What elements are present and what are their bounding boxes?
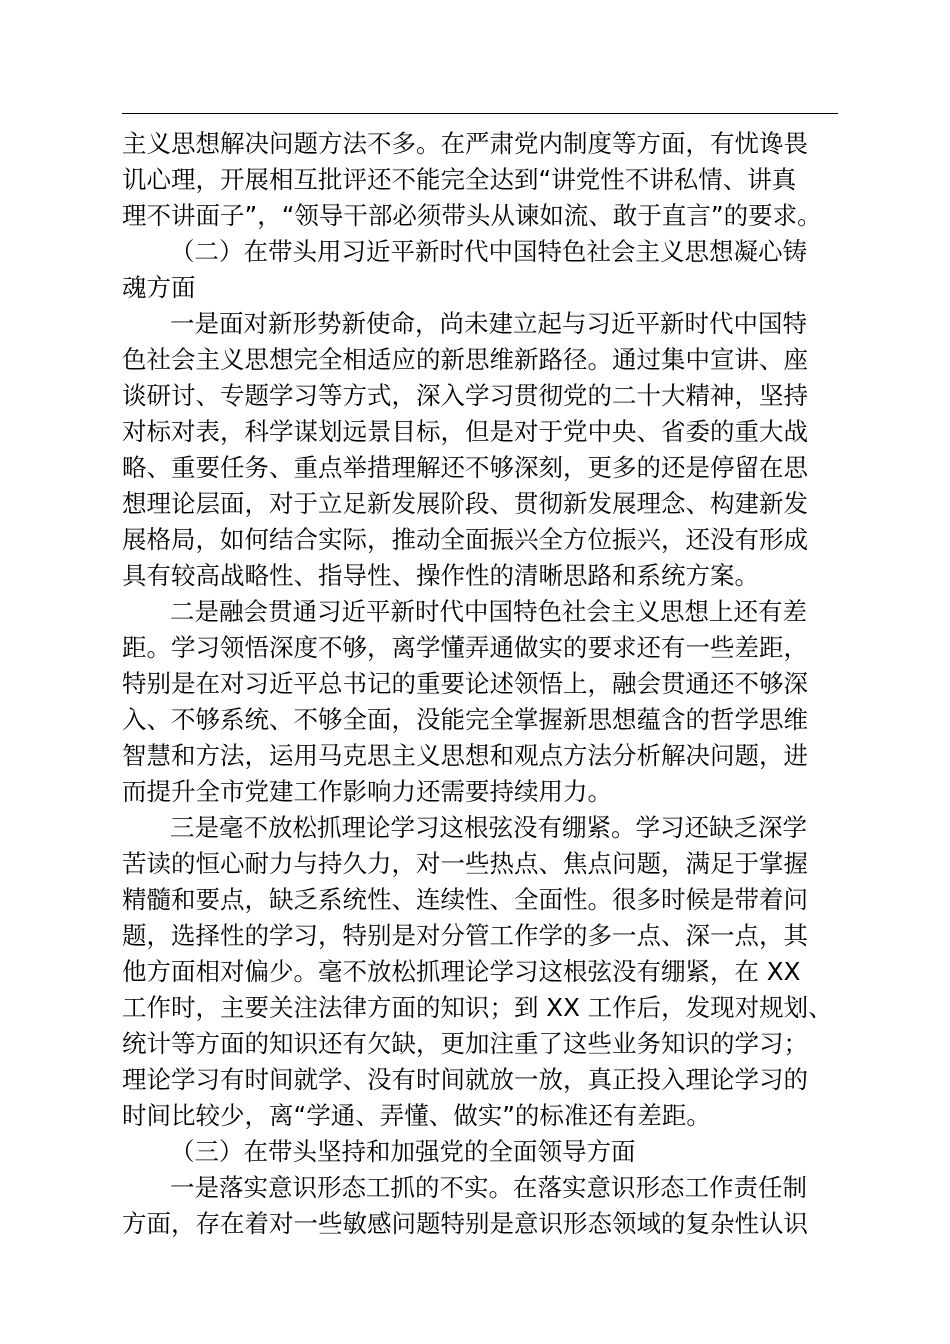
text-line: 二是融会贯通习近平新时代中国特色社会主义思想上还有差 (170, 597, 807, 626)
text-line: 一是面对新形势新使命，尚未建立起与习近平新时代中国特 (170, 309, 807, 338)
text-line: 方面，存在着对一些敏感问题特别是意识形态领域的复杂性认识 (122, 1209, 808, 1238)
section-heading-3 (122, 1134, 838, 1170)
text-line: 对标对表，科学谋划远景目标，但是对于党中央、省委的重大战 (122, 417, 808, 446)
paragraph-point-4 (122, 1170, 838, 1242)
paragraph-point-3 (122, 810, 838, 1134)
paragraph-continuation (122, 126, 838, 234)
text-line: 苦读的恒心耐力与持久力，对一些热点、焦点问题，满足于掌握 (122, 849, 808, 878)
text-line: 想理论层面，对于立足新发展阶段、贯彻新发展理念、构建新发 (122, 489, 808, 518)
text-line: 略、重要任务、重点举措理解还不够深刻，更多的还是停留在思 (122, 453, 808, 482)
header-rule (122, 113, 838, 114)
text-line: 统计等方面的知识还有欠缺，更加注重了这些业务知识的学习； (122, 1029, 808, 1058)
paragraph-point-1 (122, 306, 838, 594)
text-line: 理不讲面子”，“领导干部必须带头从谏如流、敢于直言”的要求。 (122, 201, 822, 230)
text-line: 三是毫不放松抓理论学习这根弦没有绷紧。学习还缺乏深学 (170, 813, 807, 842)
text-line: 一是落实意识形态工抓的不实。在落实意识形态工作责任制 (170, 1173, 807, 1202)
heading-line: （二）在带头用习近平新时代中国特色社会主义思想凝心铸 (170, 237, 807, 266)
text-line: 智慧和方法，运用马克思主义思想和观点方法分析解决问题，进 (122, 741, 808, 770)
text-line: 理论学习有时间就学、没有时间就放一放，真正投入理论学习的 (122, 1065, 808, 1094)
text-line: 谈研讨、专题学习等方式，深入学习贯彻党的二十大精神，坚持 (122, 381, 808, 410)
text-line: 具有较高战略性、指导性、操作性的清晰思路和系统方案。 (122, 561, 759, 590)
document-body (122, 126, 838, 1242)
heading-line: 魂方面 (122, 273, 196, 302)
section-heading-2 (122, 234, 838, 306)
text-line: 距。学习领悟深度不够，离学懂弄通做实的要求还有一些差距， (122, 633, 808, 662)
text-line: 题，选择性的学习，特别是对分管工作学的多一点、深一点，其 (122, 921, 808, 950)
text-line: 展格局，如何结合实际，推动全面振兴全方位振兴，还没有形成 (122, 525, 808, 554)
text-line: 入、不够系统、不够全面，没能完全掌握新思想蕴含的哲学思维 (122, 705, 808, 734)
text-line: 主义思想解决问题方法不多。在严肃党内制度等方面，有忧谗畏 (122, 129, 808, 158)
text-line: 精髓和要点，缺乏系统性、连续性、全面性。很多时候是带着问 (122, 885, 808, 914)
text-line: 特别是在对习近平总书记的重要论述领悟上，融会贯通还不够深 (122, 669, 808, 698)
heading-line: （三）在带头坚持和加强党的全面领导方面 (170, 1137, 636, 1166)
text-line: 讥心理，开展相互批评还不能完全达到“讲党性不讲私情、讲真 (122, 165, 797, 194)
text-line: 他方面相对偏少。毫不放松抓理论学习这根弦没有绷紧，在 XX (122, 957, 801, 986)
text-line: 时间比较少，离“学通、弄懂、做实”的标准还有差距。 (122, 1101, 711, 1130)
text-line: 色社会主义思想完全相适应的新思维新路径。通过集中宣讲、座 (122, 345, 808, 374)
text-line: 工作时，主要关注法律方面的知识；到 XX 工作后，发现对规划、 (122, 993, 833, 1022)
paragraph-point-2 (122, 594, 838, 810)
text-line: 而提升全市党建工作影响力还需要持续用力。 (122, 777, 612, 806)
